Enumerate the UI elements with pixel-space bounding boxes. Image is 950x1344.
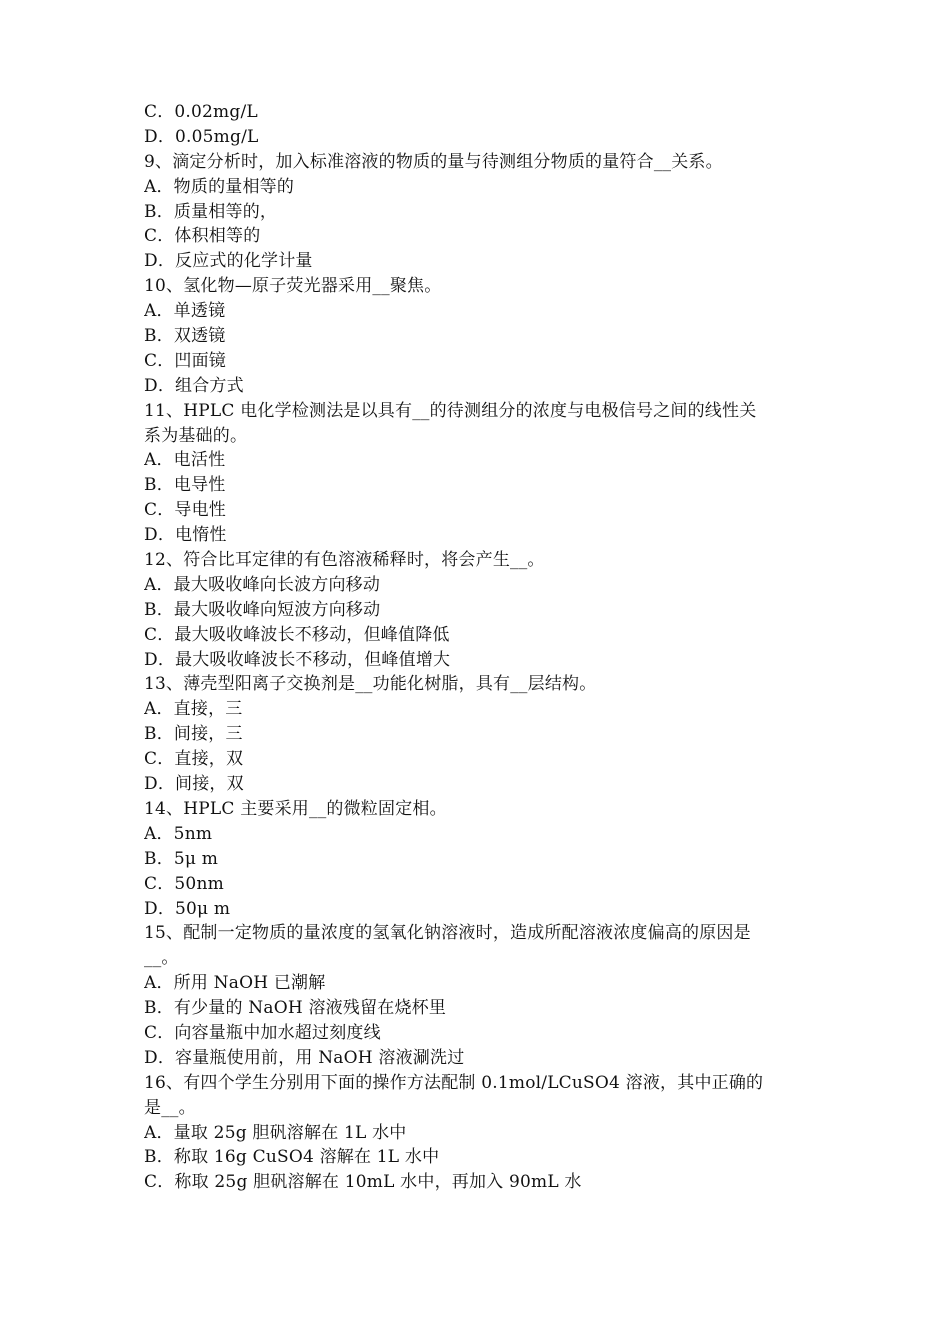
document-line: B．5μ m: [144, 848, 219, 869]
document-line: D．容量瓶使用前，用 NaOH 溶液涮洗过: [144, 1047, 465, 1068]
document-line: A．5nm: [144, 823, 213, 844]
document-line: D．最大吸收峰波长不移动，但峰值增大: [144, 649, 451, 670]
document-line: C．体积相等的: [144, 226, 261, 247]
document-line: B．有少量的 NaOH 溶液残留在烧杯里: [144, 998, 447, 1019]
document-line: D．50μ m: [144, 898, 231, 919]
document-line: __。: [144, 948, 179, 969]
document-line: 16、有四个学生分别用下面的操作方法配制 0.1mol/LCuSO4 溶液，其中正确的: [144, 1072, 764, 1093]
document-line: C．最大吸收峰波长不移动，但峰值降低: [144, 624, 450, 645]
document-line: 13、薄壳型阳离子交换剂是__功能化树脂，具有__层结构。: [144, 674, 597, 695]
document-line: 10、氢化物—原子荧光器采用__聚焦。: [144, 276, 442, 297]
document-text-lines: [144, 100, 816, 1195]
document-line: 14、HPLC 主要采用__的微粒固定相。: [144, 798, 447, 819]
document-line: 12、符合比耳定律的有色溶液稀释时，将会产生__。: [144, 550, 545, 571]
document-line: D．反应式的化学计量: [144, 251, 313, 272]
document-line: C．直接，双: [144, 749, 244, 770]
document-line: A．单透镜: [144, 301, 226, 322]
document-line: A．所用 NaOH 已潮解: [144, 973, 326, 994]
document-line: D．电惰性: [144, 525, 227, 546]
document-line: C．导电性: [144, 500, 227, 521]
document-line: C．0.02mg/L: [144, 102, 258, 122]
document-line: B．最大吸收峰向短波方向移动: [144, 599, 381, 620]
document-line: B．称取 16g CuSO4 溶解在 1L 水中: [144, 1147, 440, 1168]
document-line: 系为基础的。: [144, 425, 248, 446]
document-line: A．量取 25g 胆矾溶解在 1L 水中: [144, 1122, 407, 1143]
document-line: B．电导性: [144, 475, 226, 496]
document-line: C．50nm: [144, 873, 224, 894]
document-line: A．物质的量相等的: [144, 176, 295, 197]
document-line: A．直接，三: [144, 699, 243, 720]
document-line: 15、配制一定物质的量浓度的氢氧化钠溶液时，造成所配溶液浓度偏高的原因是: [144, 923, 751, 944]
document-line: 是__。: [144, 1097, 196, 1118]
document-line: 11、HPLC 电化学检测法是以具有__的待测组分的浓度与电极信号之间的线性关: [144, 400, 757, 421]
document-line: B．间接，三: [144, 724, 243, 745]
document-line: A．电活性: [144, 450, 226, 471]
document-line: D．0.05mg/L: [144, 126, 259, 147]
document-line: B．双透镜: [144, 326, 226, 347]
document-line: C．凹面镜: [144, 350, 227, 371]
document-line: D．间接，双: [144, 774, 244, 795]
document-line: 9、滴定分析时，加入标准溶液的物质的量与待测组分物质的量符合__关系。: [144, 151, 723, 172]
document-line: C．称取 25g 胆矾溶解在 10mL 水中，再加入 90mL 水: [144, 1172, 582, 1193]
document-line: C．向容量瓶中加水超过刻度线: [144, 1022, 381, 1043]
document-line: B．质量相等的，: [144, 201, 278, 222]
document-line: D．组合方式: [144, 375, 244, 396]
document-line: A．最大吸收峰向长波方向移动: [144, 574, 381, 595]
